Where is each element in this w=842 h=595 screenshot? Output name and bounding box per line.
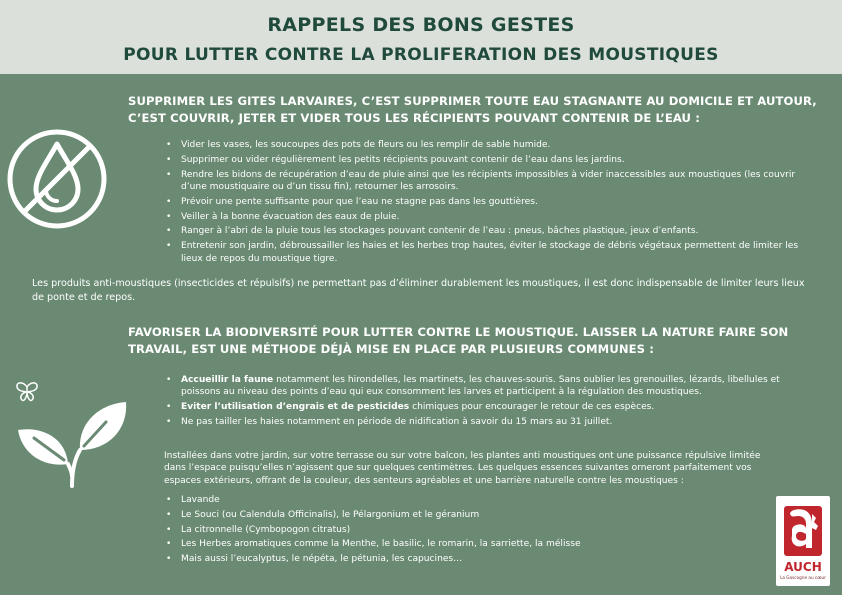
list-item: • Vider les vases, les soucoupes des pots de fleurs ou les remplir de sable humide. [164,139,804,151]
plants-list [164,494,764,568]
list-item-text: Ne pas tailler les haies notamment en période de nidification à savoir du 15 mars au 31 juillet. [181,417,613,427]
plant-item: • Mais aussi l’eucalyptus, le népéta, le pétunia, les capucines… [164,553,764,565]
logo-name: AUCH [784,560,822,574]
list-item-emphasis: Accueillir la faune [181,375,274,385]
section1-note: Les produits anti-moustiques (insecticides et répulsifs) ne permettant pas d’éliminer durablement les moustiques, il est donc indispensable de limiter leurs lieux de ponte et de repos. [32,278,805,303]
auch-coat-of-arms-icon [782,504,824,558]
list-item-text: notamment les hirondelles, les martinets, les chauves-souris. Sans oublier les grenouilles, lézards, libellules et poissons au niveau des points d’eau qui eux consomment les larves et participent à la régulation des moustiques. [181,375,780,398]
leaves-icon [14,398,134,488]
page-title: RAPPELS DES BONS GESTES [267,14,575,36]
page-subtitle: POUR LUTTER CONTRE LA PROLIFERATION DES MOUSTIQUES [123,45,719,65]
section1-list [164,139,804,267]
section2-heading: FAVORISER LA BIODIVERSITÉ POUR LUTTER CONTRE LE MOUSTIQUE. LAISSER LA NATURE FAIRE SON TRAVAIL, EST UNE MÉTHODE DÉJÀ MISE EN PLACE PAR PLUSIEURS COMMUNES : [128,325,789,356]
plant-item: • La citronnelle (Cymbopogon citratus) [164,524,764,536]
header-banner [0,0,842,74]
list-item: • Supprimer ou vider régulièrement les petits récipients pouvant contenir de l’eau dans les jardins. [164,154,804,166]
list-item: • Prévoir une pente suffisante pour que l’eau ne stagne pas dans les gouttières. [164,196,804,208]
list-item-text: chimiques pour encourager le retour de ces espèces. [409,402,655,413]
section1-heading: SUPPRIMER LES GITES LARVAIRES, C’EST SUPPRIMER TOUTE EAU STAGNANTE AU DOMICILE ET AUTOUR, C’EST COUVRIR, JETER ET VIDER TOUS LES RÉCIPIENTS POUVANT CONTENIR DE L’EAU : [128,94,817,125]
no-water-drop-icon [2,124,112,234]
section2-list [164,374,804,431]
plant-item: • Lavande [164,494,764,506]
list-item [164,374,804,399]
list-item-emphasis: Eviter l’utilisation d’engrais et de pesticides [181,402,410,413]
section2-intro: Installées dans votre jardin, sur votre terrasse ou sur votre balcon, les plantes anti moustiques ont une puissance répulsive limitée dans l’espace puisqu’elles n’agissent que sur quelques centimètres. Les quelques essences suivantes orneront parfaitement vos espaces extérieurs, offrant de la couleur, des senteurs agréables et une barrière naturelle contre les moustiques : [164,451,761,486]
list-item [164,401,804,413]
list-item: • Ranger à l’abri de la pluie tous les stockages pouvant contenir de l’eau : pneus, bâches plastique, jeux d’enfants. [164,225,804,237]
list-item: • Entretenir son jardin, débroussailler les haies et les herbes trop hautes, éviter le stockage de débris végétaux permettent de limiter les lieux de repos du moustique tigre. [164,240,804,265]
list-item: • Rendre les bidons de récupération d’eau de pluie ainsi que les récipients impossibles à vider inaccessibles aux moustiques (les couvrir d’une moustiquaire ou d’un tissu fin), retourner les arrosoirs. [164,169,804,194]
plant-item: • Les Herbes aromatiques comme la Menthe, le basilic, le romarin, la sarriette, la mélisse [164,538,764,550]
auch-logo [776,496,830,586]
plant-item: • Le Souci (ou Calendula Officinalis), le Pélargonium et le géranium [164,509,764,521]
list-item [164,416,804,428]
logo-tagline: La Gascogne au cœur [780,575,826,580]
list-item: • Veiller à la bonne évacuation des eaux de pluie. [164,211,804,223]
